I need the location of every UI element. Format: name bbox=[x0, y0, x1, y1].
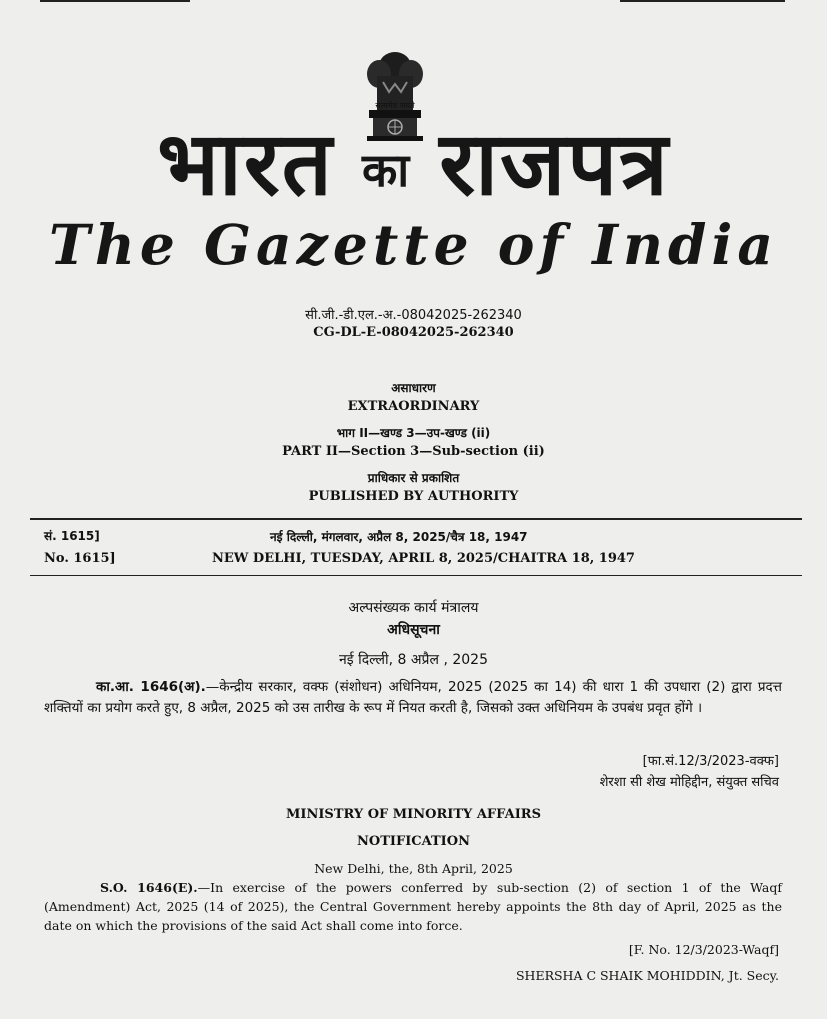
emblem-motto: सत्यमेव जयते bbox=[375, 101, 415, 110]
top-rule-right bbox=[620, 0, 785, 2]
gazette-code-english: CG-DL-E-08042025-262340 bbox=[313, 325, 514, 340]
ministry-hindi: अल्पसंख्यक कार्य मंत्रालय bbox=[348, 600, 479, 616]
gazette-code-hindi: सी.जी.-डी.एल.-अ.-08042025-262340 bbox=[305, 308, 522, 323]
issue-number-english: No. 1615] bbox=[44, 551, 116, 566]
notification-heading-english: NOTIFICATION bbox=[357, 834, 470, 849]
notice-body-english bbox=[44, 878, 782, 935]
divider-top bbox=[30, 518, 802, 520]
notice-text-hindi: —केन्द्रीय सरकार, वक्फ (संशोधन) अधिनियम, 2025 (2025 का 14) की धारा 1 की उपधारा (2) द्वारा प्रदत्त शक्तियों का प्रयोग करते हुए, 8 अप्रैल, 2025 को उस तारीख के रूप में नियत करती है, जिसको उक्त अधिनियम के उपबंध प्रवृत होंगे । bbox=[44, 679, 782, 716]
authority-english: PUBLISHED BY AUTHORITY bbox=[308, 489, 519, 504]
masthead-hindi-right: राजपत्र bbox=[439, 112, 670, 215]
notice-text-english: —In exercise of the powers conferred by sub-section (2) of section 1 of the Waqf (Amendment) Act, 2025 (14 of 2025), the Central Government hereby appoints the 8th day of April, 2025 as the date on which the provisions of the said Act shall come into force. bbox=[44, 880, 783, 933]
divider-bottom bbox=[30, 575, 802, 576]
place-date-hindi: नई दिल्ली, 8 अप्रैल , 2025 bbox=[339, 652, 488, 668]
file-number-hindi: [फा.सं.12/3/2023-वक्फ] bbox=[642, 754, 779, 769]
masthead-hindi-ka: का bbox=[361, 143, 412, 198]
part-english: PART II—Section 3—Sub-section (ii) bbox=[282, 444, 545, 459]
masthead-english: The Gazette of India bbox=[48, 212, 779, 277]
notice-body-hindi bbox=[44, 677, 782, 719]
so-number-english: S.O. 1646(E). bbox=[100, 880, 198, 895]
part-hindi: भाग II—खण्ड 3—उप-खण्ड (ii) bbox=[336, 426, 491, 440]
extraordinary-hindi: असाधारण bbox=[391, 381, 436, 395]
place-date-english: New Delhi, the, 8th April, 2025 bbox=[314, 861, 513, 876]
signatory-hindi: शेरशा सी शेख मोहिद्दीन, संयुक्त सचिव bbox=[599, 775, 779, 790]
authority-hindi: प्राधिकार से प्रकाशित bbox=[367, 471, 460, 485]
ministry-english: MINISTRY OF MINORITY AFFAIRS bbox=[286, 807, 541, 822]
issue-number-hindi: सं. 1615] bbox=[44, 529, 100, 543]
notification-heading-hindi: अधिसूचना bbox=[387, 622, 440, 638]
masthead-hindi bbox=[0, 112, 827, 215]
masthead-hindi-left: भारत bbox=[157, 112, 334, 215]
extraordinary-english: EXTRAORDINARY bbox=[347, 399, 480, 414]
dateline-english: NEW DELHI, TUESDAY, APRIL 8, 2025/CHAITRA 18, 1947 bbox=[212, 551, 635, 566]
file-number-english: [F. No. 12/3/2023-Waqf] bbox=[628, 942, 779, 957]
top-rule-left bbox=[40, 0, 190, 2]
so-number-hindi: का.आ. 1646(अ). bbox=[96, 679, 206, 695]
signatory-english: SHERSHA C SHAIK MOHIDDIN, Jt. Secy. bbox=[515, 968, 779, 983]
dateline-hindi: नई दिल्ली, मंगलवार, अप्रैल 8, 2025/चैत्र 18, 1947 bbox=[270, 530, 528, 544]
